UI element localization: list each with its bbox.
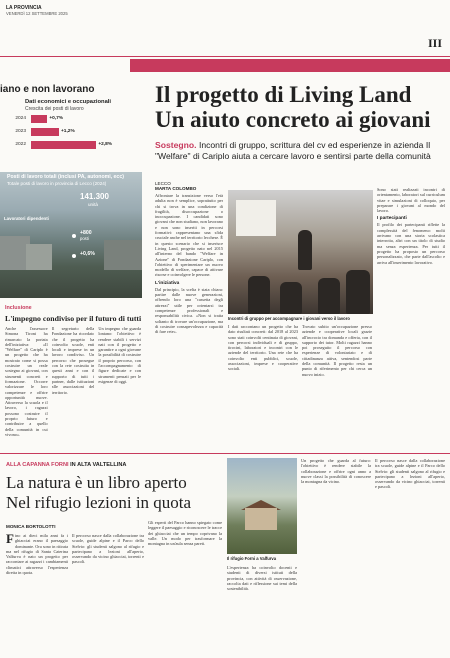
building [104, 240, 142, 270]
projection-screen [236, 200, 276, 236]
section-divider [0, 453, 450, 454]
bottom-col-4: L'esperienza ha coinvolto docenti e studenti di diversi istituti della provincia, con attività di osservazione, raccolta dati e riflessione sui temi della sostenibilità. [227, 565, 297, 592]
section-band-gap [0, 59, 130, 72]
bar-category-label: 2023 [15, 129, 26, 134]
main-subhead-1: L'iniziativa [155, 280, 180, 286]
page-header [0, 0, 450, 58]
chart-subtitle: Crescita dei posti di lavoro [25, 106, 84, 112]
chart-title: Dati economici e occupazionali [25, 99, 112, 105]
person [346, 270, 370, 314]
deck-text: Incontri di gruppo, scrittura del cv ed esperienze in azienda Il "Welfare" di Cariplo aiuta a cercare lavoro e sentirsi parte della comunità [155, 140, 431, 161]
main-title-line-2: Un aiuto concreto ai giovani [155, 107, 431, 132]
bottom-col-1 [6, 533, 68, 651]
bottom-col-5: Un progetto che guarda al futuro: l'obiettivo è rendere stabile la collaborazione e offrire ogni anno a nuove classi la possibilità di conoscere la montagna da vicino. [301, 458, 371, 485]
person [298, 230, 312, 270]
main-title [155, 82, 431, 132]
main-title-line-1: Il progetto di Living Land [155, 82, 412, 107]
inclusion-col-3: Un impegno che guarda lontano: l'obiettivo è rendere stabili i servizi nati con il progetto e garantire a ogni giovane la possibilità di costruire il proprio percorso, con l'accompagnamento di figure dedicate e con strumenti pensati per le esigenze di oggi. [98, 326, 141, 384]
stat-dot [72, 234, 76, 238]
inclusion-title: L'impegno condiviso per il futuro di tutti [5, 314, 142, 323]
masthead [6, 5, 68, 17]
byline-author: MARTA COLOMBO [155, 186, 197, 191]
bottom-author: MONICA BORTOLOTTI [6, 524, 56, 529]
left-headline: iano e non lavorano [0, 84, 95, 95]
bottom-col-2: Il percorso nasce dalla collaborazione tra scuole, guide alpine e il Parco dello Stelvio: gli studenti salgono al rifugio e partecipano a lezioni all'aperto, osservando da vicino ghiacciai, torrenti e pascoli. [72, 533, 144, 565]
bar-value-label: +2,8% [98, 142, 113, 147]
bottom-title-line-2: Nel rifugio lezioni in quota [6, 492, 192, 512]
main-byline [155, 181, 196, 191]
main-col-4b-text: Il profilo dei partecipanti riflette la complessità del fenomeno: molti arrivano con una storia scolastica interrotta, altri con un titolo di studio ma senza esperienza. Per tutti il progetto ha proposto un percorso personalizzato, che parte dall'ascolto e arriva all'inserimento lavorativo. [377, 222, 445, 265]
person [318, 278, 340, 314]
kicker-region: IN ALTA VALTELLINA [70, 462, 127, 468]
bar [31, 128, 59, 136]
person [248, 276, 270, 314]
drop-cap: F [6, 533, 14, 546]
deck-lead: Sostegno. [155, 140, 197, 150]
stat-jobs [80, 230, 92, 241]
bar-category-label: 2024 [15, 116, 26, 121]
page-number: III [427, 36, 442, 50]
bar-row [6, 141, 142, 151]
inclusion-kicker: Inclusione [5, 305, 32, 311]
main-col-1-text: Affrontare la transizione verso l'età adulta non è semplice, soprattutto per chi si trova in una condizione di fragilità, disoccupazione o inoccupazione. I candidati sono giovani che non studiano, non lavorano e non sono inseriti in percorsi formativi: rappresentano una sfida cruciale anche nel territorio lecchese. È in questo scenario che si inserisce Living Land, progetto nato nel 2015 all'interno del bando "Welfare in Azione" di Fondazione Cariplo, con l'obiettivo di sperimentare un nuovo modello di welfare, capace di attivare risorse e coinvolgere le persone. [155, 193, 223, 278]
bar-row [6, 115, 142, 125]
person [280, 282, 302, 314]
bar-row [6, 128, 142, 138]
bottom-col-3: Gli esperti del Parco hanno spiegato come leggere il paesaggio e riconoscere le tracce dei ghiacciai che un tempo coprivano la valle. Un modo per trasformare la montagna in un'aula senza pareti. [148, 520, 222, 547]
refuge-photo-caption: Il rifugio Forni a Valfurva [227, 556, 277, 561]
main-col-1 [155, 193, 223, 451]
main-subhead-2: I partecipanti [377, 216, 407, 222]
bar [31, 141, 96, 149]
bar-chart [0, 115, 142, 151]
refuge-photo [227, 458, 297, 554]
bottom-kicker [6, 462, 126, 468]
main-col-4 [377, 187, 445, 450]
employees-unit: unità [88, 202, 98, 207]
issue-date: VENERDÌ 12 SETTEMBRE 2025 [6, 11, 68, 16]
bar-value-label: +0,7% [49, 116, 64, 121]
meeting-photo [228, 190, 373, 314]
building [26, 244, 52, 270]
byline-place: LECCO [155, 181, 171, 186]
stat-jobs-label: posti [80, 236, 89, 241]
stat-growth: +0,6% [80, 251, 95, 257]
main-deck [155, 140, 445, 162]
inclusion-col-1: Anche l'assessore Simona Tironi ha rimarcato la portata dell'iniziativa: «Il "Welfare" di Cariplo è un progetto che ha mostrato come si possa costruire un reale sostegno ai giovani, con strumenti concreti e formazione. Occorre valorizzare le loro competenze e offrire opportunità nuove. Attraverso la scuola e il lavoro, i ragazzi possono costruire il proprio futuro e contribuire a quello della comunità in cui vivono». [5, 326, 48, 437]
bottom-title [6, 473, 226, 512]
refuge-building [245, 508, 277, 530]
meeting-photo-caption: Incontri di gruppo per accompagnare i giovani verso il lavoro [228, 316, 350, 321]
photo-subtitle: Totale posti di lavoro in provincia di Lecco (2024) [7, 181, 107, 186]
bottom-col-6: Il percorso nasce dalla collaborazione tra scuole, guide alpine e il Parco dello Stelvio: gli studenti salgono al rifugio e partecipano a lezioni all'aperto, osservando da vicino ghiacciai, torrenti e pascoli. [375, 458, 445, 490]
photo-label: Lavoratori dipendenti [4, 216, 49, 221]
main-col-4-text: Sono stati realizzati incontri di orientamento, laboratori sul curriculum vitae e simulazioni di colloquio, per preparare i giovani al mondo del lavoro. [377, 187, 445, 214]
main-col-1b-text: Dal principio, la scelta è stata chiara: partire dalle nuove generazioni, offrendo loro una "cassetta degli attrezzi" utile per orientarsi tra competenze professionali e responsabilità civica. «Non si tratta soltanto di trovare un'occupazione, ma di costruire consapevolezza e capacità di fare rete». [155, 286, 223, 335]
stat-jobs-value: +800 [80, 230, 92, 236]
main-col-3: Trovato subito un'occupazione presso aziende e cooperative locali grazie all'incrocio tra domanda e offerta, con il supporto dei tutor. Molti ragazzi hanno poi proseguito il percorso con esperienze di volontariato e di cittadinanza attiva, sentendosi parte della comunità. Il progetto resta un punto di riferimento per chi cerca un nuovo inizio. [302, 324, 372, 377]
paper-name: LA PROVINCIA [6, 5, 42, 11]
bar-category-label: 2022 [15, 142, 26, 147]
bottom-col-1-text: ino ai dieci mila anni fa i ghiacciai erano il paesaggio dominante. Ora sono in ritirata ma nel rifugio di Santa Caterina Valfurva è nato un progetto per raccontare ai ragazzi i cambiamenti climatici attraverso l'esperienza diretta in quota. [6, 533, 68, 576]
employees-value: 141.300 [80, 192, 109, 201]
bar-value-label: +1,2% [61, 129, 75, 134]
lake-photo [0, 172, 142, 298]
header-rule [0, 56, 450, 57]
main-col-2: I dati raccontano un progetto che ha dato risultati concreti: dal 2018 al 2023 sono stati coinvolti centinaia di giovani, con percorsi individuali e di gruppo, tirocini, laboratori e incontri con le aziende del territorio. Una rete che ha coinvolto enti pubblici, scuole, associazioni, imprese e cooperative sociali. [228, 324, 298, 372]
bottom-title-line-1: La natura è un libro aperto [6, 473, 187, 492]
inclusion-col-2: Il segretario della Fondazione ha ricordato che il progetto ha coinvolto scuole, enti locali e imprese in un lavoro condiviso. Un percorso che prosegue con la rete costruita in questi anni e con il supporto di tutti i partner, dalle istituzioni alle associazioni del territorio. [51, 326, 95, 395]
photo-title: Posti di lavoro totali (inclusi PA, autonomi, ecc) [7, 174, 124, 180]
kicker-place: ALLA CAPANNA FORNI [6, 462, 69, 468]
stat-dot [72, 254, 76, 258]
bar [31, 115, 47, 123]
